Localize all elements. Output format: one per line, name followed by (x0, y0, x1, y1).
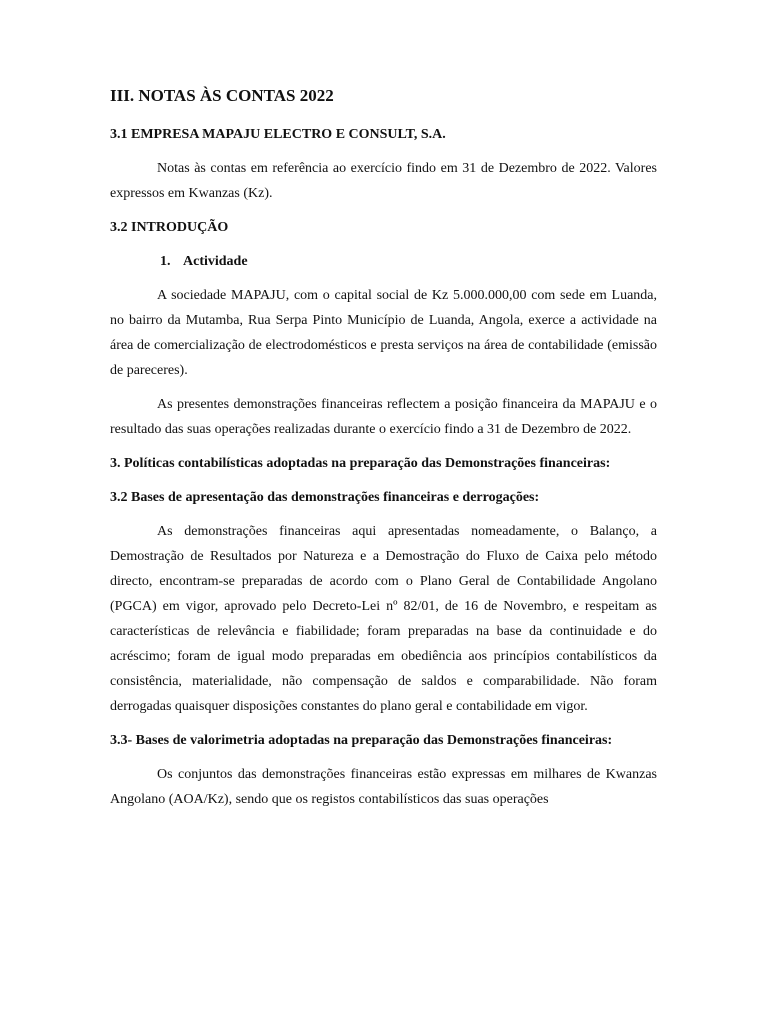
intro-paragraph-1: A sociedade MAPAJU, com o capital social de Kz 5.000.000,00 com sede em Luanda, no bairro da Mutamba, Rua Serpa Pinto Município de Luanda, Angola, exerce a actividade na área de comercialização de electrodomésticos e presta serviços na área de contabilidade (emissão de pareceres). (110, 288, 657, 378)
section-3-1-heading: 3.1 EMPRESA MAPAJU ELECTRO E CONSULT, S.A. (110, 127, 446, 142)
section-3-1-paragraph: Notas às contas em referência ao exercício findo em 31 de Dezembro de 2022. Valores expressos em Kwanzas (Kz). (110, 161, 657, 201)
bases-paragraph: As demonstrações financeiras aqui apresentadas nomeadamente, o Balanço, a Demostração de Resultados por Natureza e a Demostração do Fluxo de Caixa pelo método directo, encontram-se preparadas de acordo com o Plano Geral de Contabilidade Angolano (PGCA) em vigor, aprovado pelo Decreto-Lei nº 82/01, de 16 de Novembro, e respeitam as características de relevância e fiabilidade; foram preparadas na base da continuidade e do acréscimo; foram de igual modo preparadas em obediência aos princípios contabilísticos da consistência, materialidade, não compensação de saldos e comparabilidade. Não foram derrogadas quaisquer disposições constantes do plano geral e contabilidade em vigor. (110, 524, 657, 714)
list-item-actividade (110, 249, 657, 274)
list-item-label: Actividade (183, 254, 248, 269)
section-3-2-intro-heading: 3.2 INTRODUÇÃO (110, 220, 229, 235)
document-title: III. NOTAS ÀS CONTAS 2022 (110, 86, 334, 105)
intro-paragraph-2: As presentes demonstrações financeiras reflectem a posição financeira da MAPAJU e o resultado das suas operações realizadas durante o exercício findo a 31 de Dezembro de 2022. (110, 397, 657, 437)
document-page (110, 84, 657, 821)
section-3-3-heading: 3.3- Bases de valorimetria adoptadas na preparação das Demonstrações financeiras: (110, 733, 613, 748)
policies-heading: 3. Políticas contabilísticas adoptadas na preparação das Demonstrações financeiras: (110, 456, 611, 471)
list-item-number: 1. (160, 254, 171, 269)
section-3-3-paragraph: Os conjuntos das demonstrações financeiras estão expressas em milhares de Kwanzas Angolano (AOA/Kz), sendo que os registos contabilísticos das suas operações (110, 767, 657, 807)
section-3-2-bases-heading: 3.2 Bases de apresentação das demonstrações financeiras e derrogações: (110, 490, 540, 505)
